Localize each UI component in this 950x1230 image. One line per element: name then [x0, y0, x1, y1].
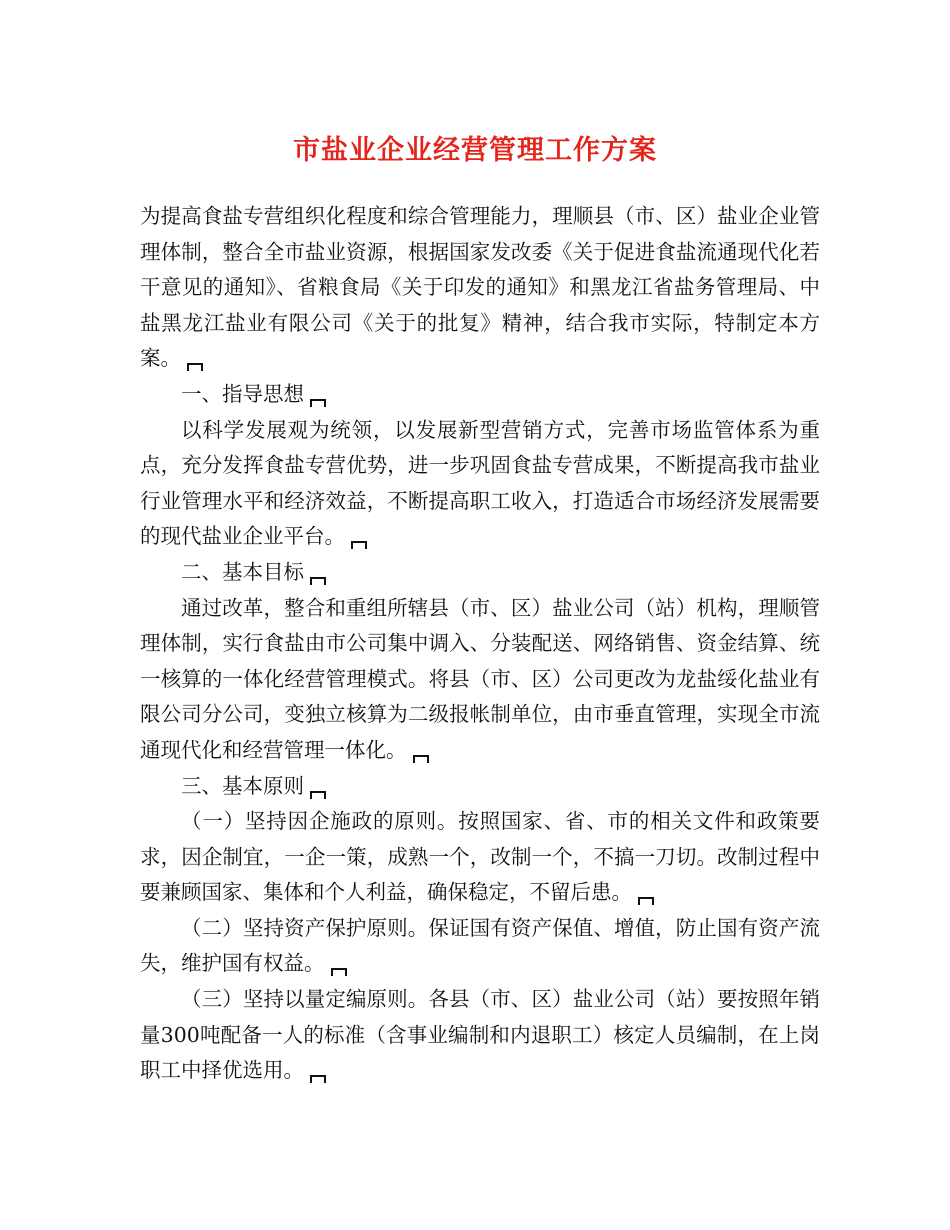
principle-paragraph-2 — [140, 911, 820, 982]
paragraph-text: （三）坚持以量定编原则。各县（市、区）盐业公司（站）要按照年销量300吨配备一人的标准（含事业编制和内退职工）核定人员编制，在上岗职工中择优选用。 — [140, 987, 820, 1083]
paragraph-text: 通过改革，整合和重组所辖县（市、区）盐业公司（站）机构，理顺管理体制，实行食盐由市公司集中调入、分装配送、网络销售、资金结算、统一核算的一体化经营管理模式。将县（市、区）公司更改为龙盐绥化盐业有限公司分公司，变独立核算为二级报帐制单位，由市垂直管理，实现全市流通现代化和经营管理一体化。 — [140, 595, 820, 762]
document-title: 市盐业企业经营管理工作方案 — [293, 135, 657, 166]
heading-text: 二、基本目标 — [181, 559, 304, 584]
paragraph-mark-icon — [310, 1075, 326, 1083]
paragraph-mark-icon — [310, 577, 326, 585]
paragraph-mark-icon — [187, 363, 203, 371]
section-heading-3 — [140, 769, 820, 805]
paragraph-text: （一）坚持因企施政的原则。按照国家、省、市的相关文件和政策要求，因企制宜，一企一策，成熟一个，改制一个，不搞一刀切。改制过程中要兼顾国家、集体和个人利益，确保稳定，不留后患。 — [140, 809, 820, 905]
paragraph-mark-icon — [310, 399, 326, 407]
paragraph-text: （二）坚持资产保护原则。保证国有资产保值、增值，防止国有资产流失，维护国有权益。 — [140, 915, 820, 976]
paragraph-text: 为提高食盐专营组织化程度和综合管理能力，理顺县（市、区）盐业企业管理体制，整合全市盐业资源，根据国家发改委《关于促进食盐流通现代化若干意见的通知》、省粮食局《关于印发的通知》和黑龙江省盐务管理局、中盐黑龙江盐业有限公司《关于的批复》精神，结合我市实际，特制定本方案。 — [140, 204, 820, 371]
document-body — [140, 199, 820, 1089]
section-paragraph-1 — [140, 413, 820, 555]
section-heading-2 — [140, 555, 820, 591]
principle-paragraph-1 — [140, 804, 820, 911]
paragraph-mark-icon — [413, 755, 429, 763]
paragraph-text: 以科学发展观为统领，以发展新型营销方式，完善市场监管体系为重点，充分发挥食盐专营优势，进一步巩固食盐专营成果，不断提高我市盐业行业管理水平和经济效益，不断提高职工收入，打造适合市场经济发展需要的现代盐业企业平台。 — [140, 417, 820, 549]
paragraph-mark-icon — [331, 968, 347, 976]
intro-paragraph — [140, 199, 820, 377]
section-heading-1 — [140, 377, 820, 413]
principle-paragraph-3 — [140, 982, 820, 1089]
paragraph-mark-icon — [638, 897, 654, 905]
section-paragraph-2 — [140, 591, 820, 769]
heading-text: 一、指导思想 — [181, 381, 304, 406]
paragraph-mark-icon — [310, 791, 326, 799]
heading-text: 三、基本原则 — [181, 773, 304, 798]
paragraph-mark-icon — [351, 541, 367, 549]
